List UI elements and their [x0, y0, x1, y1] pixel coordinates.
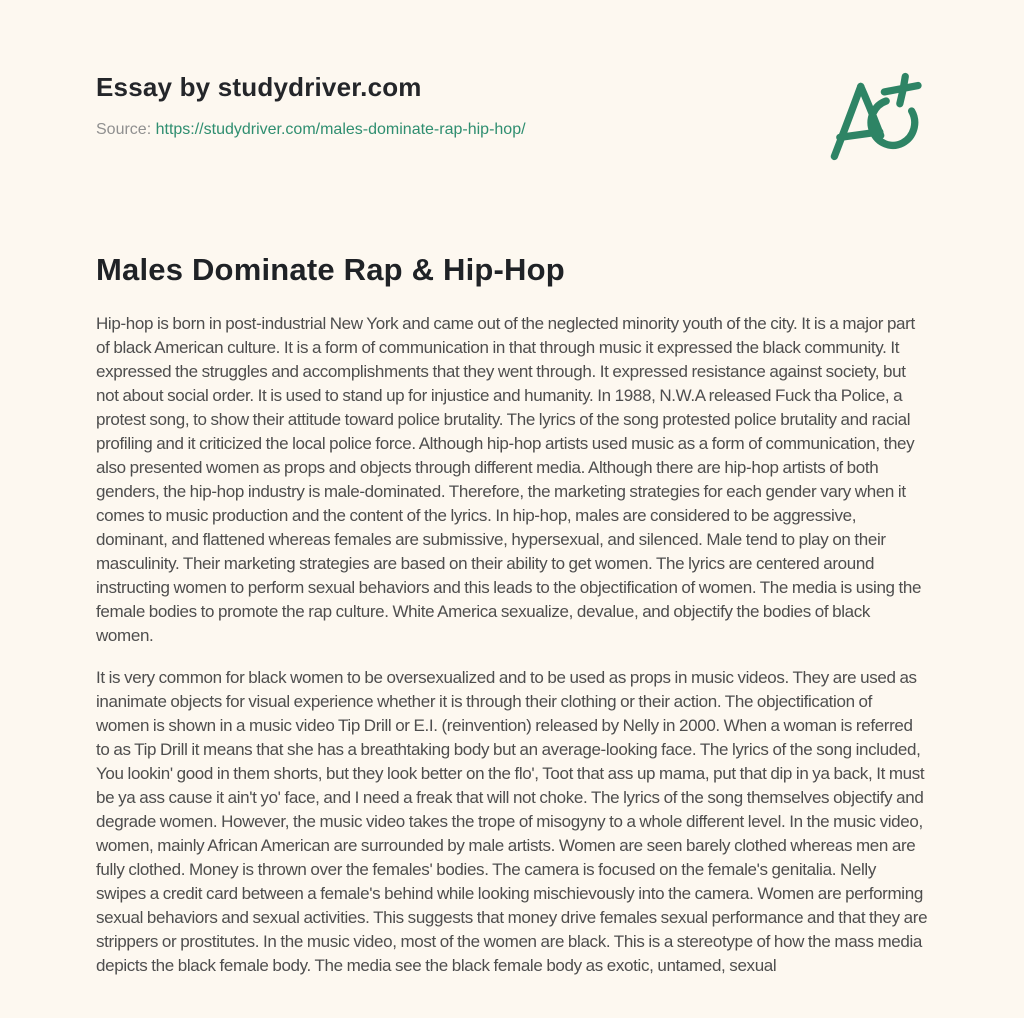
source-label: Source:	[96, 121, 152, 138]
essay-title: Males Dominate Rap & Hip-Hop	[96, 252, 565, 287]
essay-paragraph-2: It is very common for black women to be oversexualized and to be used as props in music videos. They are used as inanimate objects for visual experience whether it is through their clothing or their action. The objectification of women is shown in a music video Tip Drill or E.I. (reinvention) released by Nelly in 2000. When a woman is referred to as Tip Drill it means that she has a breathtaking body but an average-looking face. The lyrics of the song included, You lookin' good in them shorts, but they look better on the flo', Toot that ass up mama, put that dip in ya back, It must be ya ass cause it ain't yo' face, and I need a freak that will not choke. The lyrics of the song themselves objectify and degrade women. However, the music video takes the trope of misogyny to a whole different level. In the music video, women, mainly African American are surrounded by male artists. Women are seen barely clothed whereas men are fully clothed. Money is thrown over the females' bodies. The camera is focused on the female's genitalia. Nelly swipes a credit card between a female's behind while looking mischievously into the camera. Women are performing sexual behaviors and sexual activities. This suggests that money drive females sexual performance and that they are strippers or prostitutes. In the music video, most of the women are black. This is a stereotype of how the mass media depicts the black female body. The media see the black female body as exotic, untamed, sexual	[96, 668, 928, 975]
source-link[interactable]: https://studydriver.com/males-dominate-rap-hip-hop/	[155, 121, 526, 138]
essay-paragraph-1: Hip-hop is born in post-industrial New York and came out of the neglected minority youth of the city. It is a major part of black American culture. It is a form of communication in that through music it expressed the black community. It expressed the struggles and accomplishments that they went through. It expressed resistance against society, but not about social order. It is used to stand up for injustice and humanity. In 1988, N.W.A released Fuck tha Police, a protest song, to show their attitude toward police brutality. The lyrics of the song protested police brutality and racial profiling and it criticized the local police force. Although hip-hop artists used music as a form of communication, they also presented women as props and objects through different media. Although there are hip-hop artists of both genders, the hip-hop industry is male-dominated. Therefore, the marketing strategies for each gender vary when it comes to music production and the content of the lyrics. In hip-hop, males are considered to be aggressive, dominant, and flattened whereas females are submissive, hypersexual, and silenced. Male tend to play on their masculinity. Their marketing strategies are based on their ability to get women. The lyrics are centered around instructing women to perform sexual behaviors and this leads to the objectification of women. The media is using the female bodies to promote the rap culture. White America sexualize, devalue, and objectify the bodies of black women.	[96, 314, 922, 645]
header-text-block	[96, 72, 928, 140]
source-line	[96, 120, 928, 140]
site-title: Essay by studydriver.com	[96, 72, 422, 102]
studydriver-logo	[828, 66, 928, 166]
a-plus-logo-icon	[828, 66, 928, 166]
page-header	[96, 72, 928, 140]
essay-content	[96, 252, 928, 978]
